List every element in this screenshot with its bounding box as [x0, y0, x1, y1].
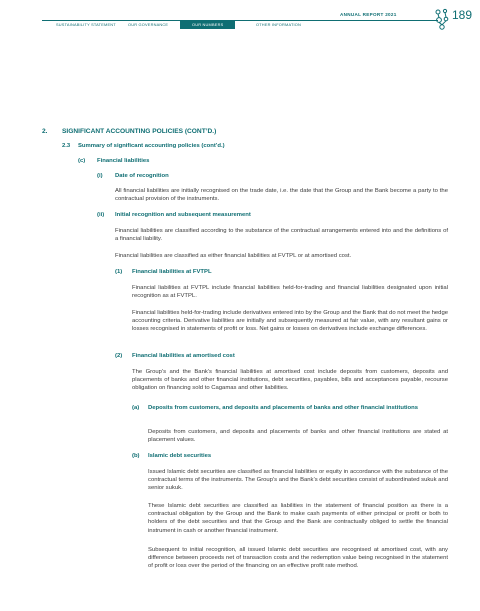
item-2-title: Financial liabilities at amortised cost — [132, 353, 235, 359]
section-title: SIGNIFICANT ACCOUNTING POLICIES (CONT’D.) — [62, 128, 217, 135]
item-1-text-2: Financial liabilities held-for-trading include derivatives entered into by the Group and the Bank that do not meet the hedge accounting criteria. Derivative liabilities are initially and subsequently measured at fair value, with any resultant gains or losses recognised in statements of profit or loss. Net gains or losses on derivatives include exchange differences. — [132, 310, 448, 333]
item-b-title: Islamic debt securities — [148, 453, 212, 459]
item-ii-text-2: Financial liabilities are classified as either financial liabilities at FVTPL or at amortised cost. — [115, 253, 352, 259]
item-1-number: (1) — [115, 269, 123, 275]
page-number: 189 — [452, 8, 473, 22]
item-i-text: All financial liabilities are initially recognised on the trade date, i.e. the date that the Group and the Bank become a party to the contractual provision of the instruments. — [115, 188, 448, 203]
item-a-number: (a) — [132, 405, 140, 411]
item-b-text-3: Subsequent to initial recognition, all issued Islamic debt securities are recognised at amortised cost, with any difference between proceeds net of transaction costs and the redemption value being recognised in the statement of profit or loss over the period of the financing on an effective profit rate method. — [148, 547, 448, 570]
item-a-title: Deposits from customers, and deposits and placements of banks and other financial institutions — [148, 405, 419, 411]
nav-sustainability-statement[interactable]: SUSTAINABILITY STATEMENT — [56, 22, 116, 27]
item-2-number: (2) — [115, 353, 123, 359]
item-1-text-1: Financial liabilities at FVTPL include financial liabilities held-for-trading and financial liabilities designated upon initial recognition as at FVTPL. — [132, 285, 448, 300]
item-c-title: Financial liabilities — [97, 158, 150, 164]
item-1-title: Financial liabilities at FVTPL — [132, 269, 212, 275]
item-i-title: Date of recognition — [115, 173, 169, 179]
item-ii-title: Initial recognition and subsequent measurement — [115, 212, 251, 218]
item-a-text: Deposits from customers, and deposits and placements of banks and other financial institutions are stated at placement values. — [148, 429, 448, 444]
item-ii-number: (ii) — [97, 212, 105, 218]
item-b-text-2: These Islamic debt securities are classified as liabilities in the statement of financial position as there is a contractual obligation by the Group and the Bank to make cash payments of either principal or profit or both to holders of the debt securities and that the Group and the Bank are contractually obliged to settle the financial instrument in cash or another financial instrument. — [148, 503, 448, 534]
company-logo-icon — [434, 6, 450, 32]
subsection-title: Summary of significant accounting policies (cont’d.) — [78, 143, 225, 149]
item-b-text-1: Issued Islamic debt securities are classified as financial liabilities or equity in accordance with the substance of the contractual terms of the instruments. The Group’s and the Bank’s debt securities consist of subordinated sukuk and senior sukuk. — [148, 469, 448, 492]
nav-our-numbers[interactable]: OUR NUMBERS — [180, 20, 235, 29]
report-label: ANNUAL REPORT 2021 — [340, 12, 397, 17]
section-number: 2. — [42, 128, 48, 135]
nav-our-governance[interactable]: OUR GOVERNANCE — [128, 22, 169, 27]
item-ii-text-1: Financial liabilities are classified according to the substance of the contractual arrangements entered into and the definitions of a financial liability. — [115, 228, 448, 243]
nav-other-information[interactable]: OTHER INFORMATION — [256, 22, 302, 27]
item-2-text: The Group’s and the Bank’s financial liabilities at amortised cost include deposits from customers, deposits and placements of banks and other financial institutions, debt securities, payables, bills and acceptances payable, recourse obligation on financing sold to Cagamas and other liabilities. — [132, 369, 448, 392]
subsection-number: 2.3 — [62, 143, 71, 149]
item-c-number: (c) — [78, 158, 86, 164]
item-b-number: (b) — [132, 453, 140, 459]
item-i-number: (i) — [97, 173, 103, 179]
